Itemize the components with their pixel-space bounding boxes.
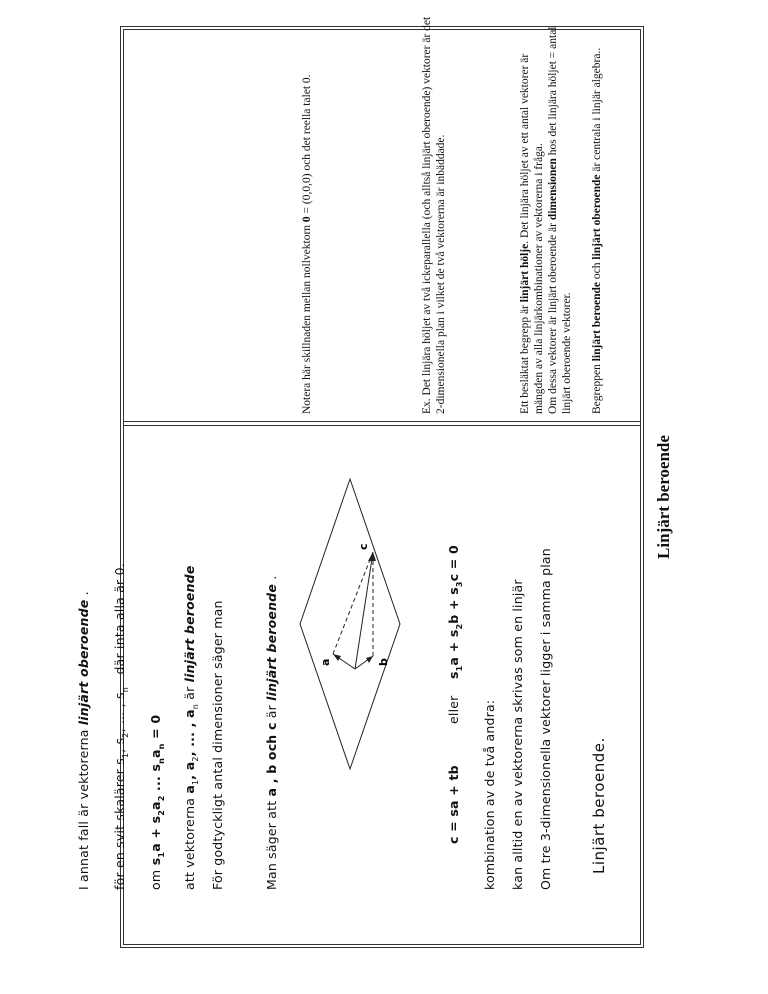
notes-term: linjärt beroende [591,281,603,362]
independence-term: linjärt oberoende [76,599,91,726]
label-c: c [357,543,370,550]
vector-c-arrow [355,552,373,669]
independence-end: . [76,591,91,596]
general-line-2: att vektorerna $a_1$, $a_2$, ... , $a_n$ är linjärt beroende [182,565,200,890]
notes-paragraph-3: Ex. Det linjära höljet av två ickeparallella (och alltså linjärt oberoende) vektorer är det 2-dimensionella plan i vilket de två vektorerna är inbäddade. [421,16,447,414]
notes-text: Om dessa vektorer är linjärt oberoende är [547,220,559,414]
general-eq-part: a + s [148,815,163,852]
plane-parallelogram [300,479,400,769]
dependency-prefix: Man säger att [264,800,279,890]
scalar-list: , s [112,737,127,753]
notes-text: Notera här skillnaden mellan nollvektorn [301,222,313,414]
vector-b-head [366,656,373,663]
scalar-list: s [112,758,127,765]
label-b: b [377,657,390,666]
equation-alt-part: a + s [446,629,461,666]
dependency-end: . [264,575,279,580]
general-vector: a [182,785,197,794]
slide-text-line: kan alltid en av vektorerna skrivas som en linjär [510,579,525,890]
page-title: Linjärt beroende [654,435,673,559]
notes-text: . Det linjära höljet av ett antal vektorer är mängden av alla linjärkombinationer av vektorerna i fråga. [519,53,545,414]
equation-or: eller [446,695,461,724]
equation-alt-part: c = 0 [446,545,461,582]
notes-text: = (0,0,0) och det reella talet 0. [301,74,313,217]
general-eq-prefix: om [148,869,163,890]
notes-text: och [591,259,603,282]
dependency-mid: är [264,705,279,719]
slide-text-line: Om tre 3-dimensionella vektorer ligger i samma plan [538,548,553,890]
scalar-suffix: där inta alla är 0. [112,563,127,675]
scalar-list: , ... , s [112,692,127,733]
scalar-line: för en svit skalärer $s_1$, $s_2$, ... , $s_n$ där inta alla är 0. [112,563,130,890]
equation-main: c = sa + tb [446,765,461,844]
independence-line [76,591,91,890]
slide-heading: Linjärt beroende. [590,737,608,874]
plane-diagram [295,474,405,774]
general-term: linjärt beroende [182,565,197,683]
notes-term: 0 [301,216,313,223]
general-equation: om $s_1a + s_2a_2$ ... $s_na_n = 0$ [148,714,166,890]
notes-term: linjärt oberoende [591,174,603,260]
general-line-1: För godtyckligt antal dimensioner säger man [210,600,225,890]
equation-alt-part: s [446,671,461,679]
equation-alt: $s_1a + s_2b + s_3c = 0$ [446,545,464,679]
notes-paragraph-2 [518,14,574,414]
general-eq-part: ... s [148,763,163,791]
label-a: a [319,658,332,666]
general-eq-part: a [148,749,163,758]
notes-text: hos det linjära höljet = antal linjärt oberoende vektorer. [547,26,573,414]
general-prefix: att vektorerna [182,797,197,890]
general-vector: , ... , a [182,709,197,757]
general-eq-part: = 0 [148,714,163,744]
equation-alt-part: b + s [446,587,461,624]
notes-term: linjärt hölje [519,243,531,303]
general-eq-part: a [148,801,163,810]
dependency-term: linjärt beroende [264,583,279,701]
notes-panel [0,4,768,414]
notes-paragraph-4 [300,14,314,414]
general-mid: är [182,686,197,700]
notes-term: dimensionen [547,158,559,221]
notes-text: är centrala i linjär algebra.. [591,47,603,175]
dashed-guide [333,552,373,654]
dependency-statement [264,576,279,890]
general-vector: , a [182,761,197,780]
independence-prefix: I annat fall är vektorerna [76,729,91,890]
column-divider [123,421,641,426]
notes-text: Begreppen [591,361,603,414]
scalar-prefix: för en svit skalärer [112,768,127,890]
dependency-vectors: a , b och c [264,722,279,797]
slide-text-line: kombination av de två andra: [482,699,497,890]
vector-a-head [333,654,341,661]
notes-text: Ett besläktat begrepp är [519,302,531,414]
notes-paragraph-1 [590,14,604,414]
